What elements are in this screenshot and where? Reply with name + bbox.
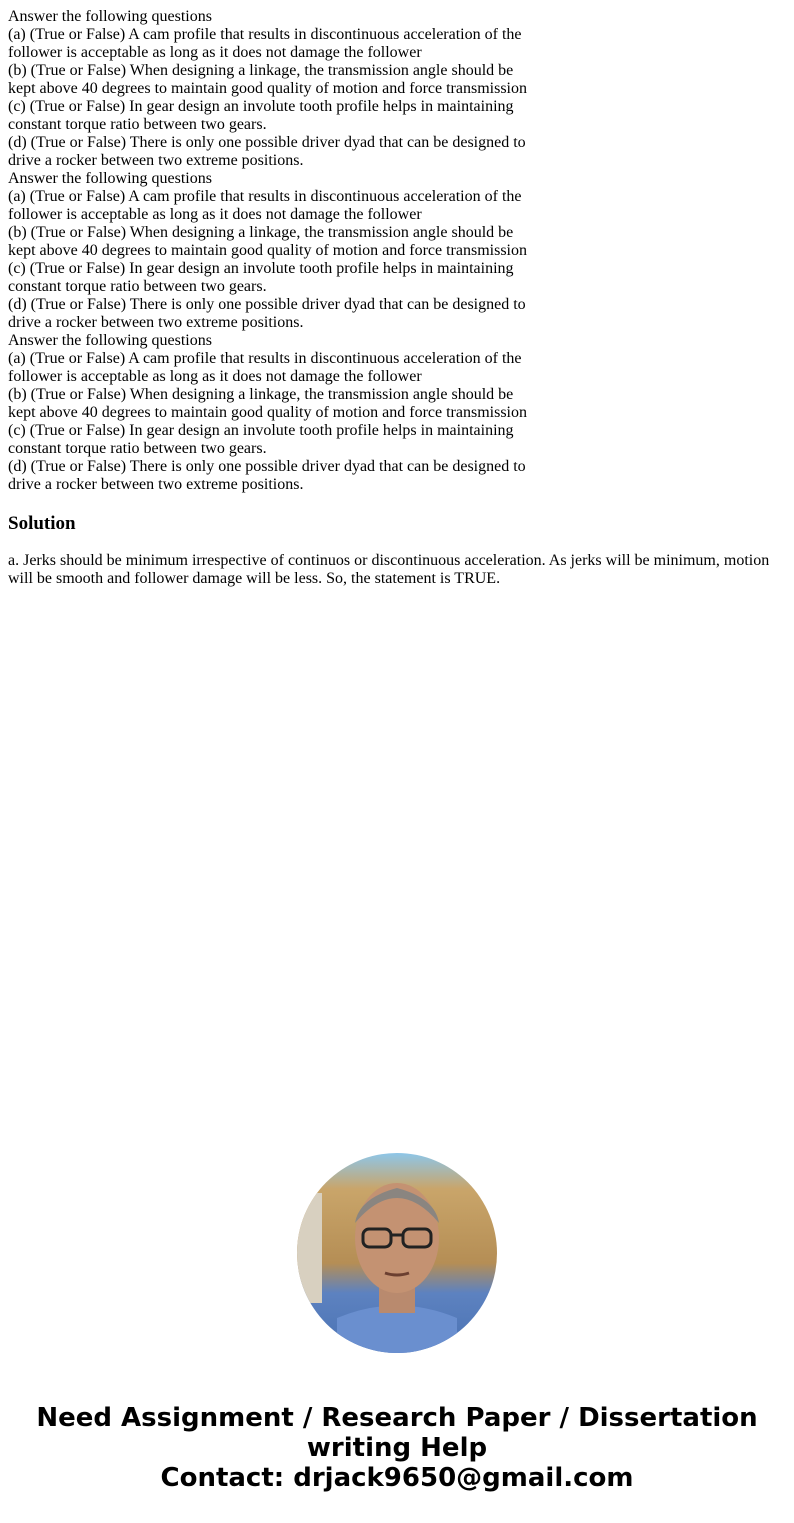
question-line: (b) (True or False) When designing a linkage, the transmission angle should be	[8, 224, 514, 241]
question-line: kept above 40 degrees to maintain good quality of motion and force transmission	[8, 242, 527, 259]
question-line: (c) (True or False) In gear design an involute tooth profile helps in maintaining	[8, 98, 514, 115]
question-text	[8, 8, 527, 494]
question-line: drive a rocker between two extreme positions.	[8, 476, 304, 493]
question-line: drive a rocker between two extreme positions.	[8, 152, 304, 169]
question-heading: Answer the following questions	[8, 170, 212, 187]
question-line: (d) (True or False) There is only one possible driver dyad that can be designed to	[8, 458, 526, 475]
question-line: constant torque ratio between two gears.	[8, 278, 267, 295]
question-line: (a) (True or False) A cam profile that results in discontinuous acceleration of the	[8, 26, 522, 43]
question-line: kept above 40 degrees to maintain good quality of motion and force transmission	[8, 80, 527, 97]
author-avatar	[297, 1153, 497, 1353]
question-line: (d) (True or False) There is only one possible driver dyad that can be designed to	[8, 134, 526, 151]
promo-contact: Contact: drjack9650@gmail.com	[160, 1463, 634, 1493]
question-line: constant torque ratio between two gears.	[8, 440, 267, 457]
promo-line-2: writing Help	[306, 1433, 488, 1463]
question-line: (a) (True or False) A cam profile that results in discontinuous acceleration of the	[8, 188, 522, 205]
question-line: (b) (True or False) When designing a linkage, the transmission angle should be	[8, 62, 514, 79]
question-line: follower is acceptable as long as it does not damage the follower	[8, 368, 422, 385]
question-line: (b) (True or False) When designing a linkage, the transmission angle should be	[8, 386, 514, 403]
question-line: (d) (True or False) There is only one possible driver dyad that can be designed to	[8, 296, 526, 313]
question-line: constant torque ratio between two gears.	[8, 116, 267, 133]
solution-text: a. Jerks should be minimum irrespective of continuos or discontinuous acceleration. As jerks will be minimum, motion will be smooth and follower damage will be less. So, the statement is TRUE.	[8, 552, 770, 587]
question-line: follower is acceptable as long as it does not damage the follower	[8, 206, 422, 223]
promo-line-1: Need Assignment / Research Paper / Dissertation	[36, 1403, 758, 1433]
question-heading: Answer the following questions	[8, 8, 212, 25]
question-line: kept above 40 degrees to maintain good quality of motion and force transmission	[8, 404, 527, 421]
question-line: (c) (True or False) In gear design an involute tooth profile helps in maintaining	[8, 260, 514, 277]
solution-heading: Solution	[8, 513, 76, 534]
question-line: drive a rocker between two extreme positions.	[8, 314, 304, 331]
promo-banner	[0, 1403, 794, 1493]
question-line: (a) (True or False) A cam profile that results in discontinuous acceleration of the	[8, 350, 522, 367]
question-line: follower is acceptable as long as it does not damage the follower	[8, 44, 422, 61]
question-heading: Answer the following questions	[8, 332, 212, 349]
question-line: (c) (True or False) In gear design an involute tooth profile helps in maintaining	[8, 422, 514, 439]
